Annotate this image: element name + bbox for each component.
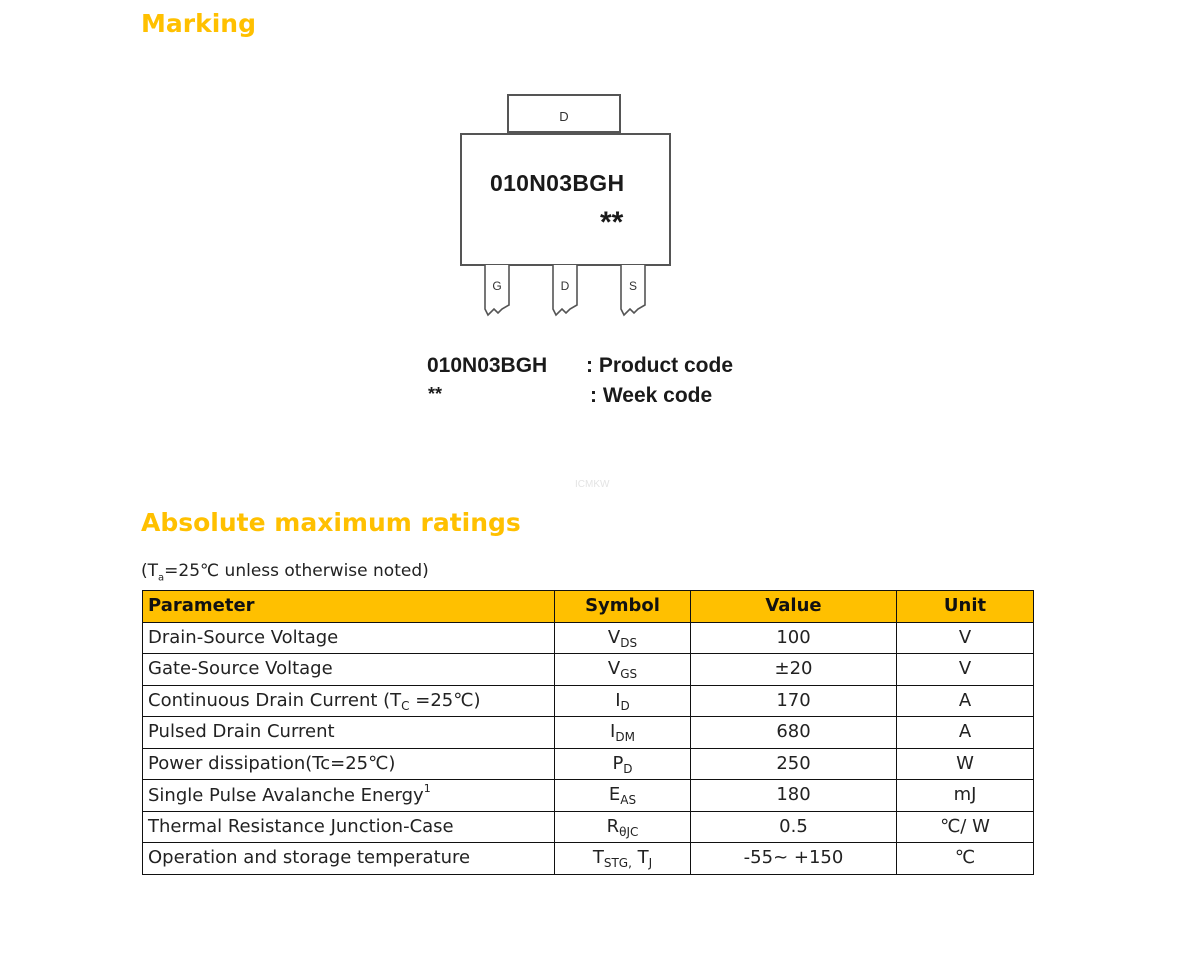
cell-parameter: Continuous Drain Current ($T_C$ =25℃) [143, 685, 555, 717]
table-row [143, 780, 1034, 812]
legend-week-code-key: ** [428, 384, 443, 404]
ratings-heading: Absolute maximum ratings [141, 508, 521, 537]
table-row [143, 811, 1034, 843]
cell-parameter: Single Pulse Avalanche Energy$^1$ [143, 780, 555, 812]
cell-value: -55~ +150 [691, 843, 897, 875]
table-row [143, 654, 1034, 686]
cell-parameter: Pulsed Drain Current [143, 717, 555, 749]
cell-symbol: $V_{DS}$ [555, 622, 691, 654]
package-product-code: 010N03BGH [490, 170, 625, 196]
cell-symbol: $I_{DM}$ [555, 717, 691, 749]
table-row [143, 622, 1034, 654]
cell-unit: ℃/ W [897, 811, 1034, 843]
cell-symbol: $R_{\theta JC}$ [555, 811, 691, 843]
pin-label-d: D [560, 279, 570, 293]
table-row [143, 843, 1034, 875]
cell-unit: mJ [897, 780, 1034, 812]
package-week-code: ** [600, 206, 624, 239]
table-header-row [143, 591, 1034, 623]
col-header-value: Value [691, 591, 897, 623]
cell-unit: V [897, 622, 1034, 654]
col-header-parameter: Parameter [143, 591, 555, 623]
legend-product-code-key: 010N03BGH [427, 354, 548, 377]
cell-symbol: $I_D$ [555, 685, 691, 717]
package-body [460, 133, 671, 266]
col-header-unit: Unit [897, 591, 1034, 623]
table-row [143, 685, 1034, 717]
cell-value: 170 [691, 685, 897, 717]
cell-value: 0.5 [691, 811, 897, 843]
watermark: ICMKW [575, 479, 610, 490]
marking-heading: Marking [141, 9, 256, 38]
cell-symbol: $P_D$ [555, 748, 691, 780]
footnote-marker: 1 [423, 782, 431, 796]
cell-symbol: $T_{STG,}$ $T_J$ [555, 843, 691, 875]
pin-drain [552, 265, 578, 317]
legend-week-code-desc: : Week code [590, 384, 713, 407]
cell-parameter: Gate-Source Voltage [143, 654, 555, 686]
table-row [143, 748, 1034, 780]
cell-value: 180 [691, 780, 897, 812]
cell-value: 250 [691, 748, 897, 780]
cell-unit: A [897, 717, 1034, 749]
table-row [143, 717, 1034, 749]
pin-label-g: G [492, 279, 502, 293]
cell-unit: A [897, 685, 1034, 717]
col-header-symbol: Symbol [555, 591, 691, 623]
cell-parameter: Drain-Source Voltage [143, 622, 555, 654]
pin-gate [484, 265, 510, 317]
pin-source [620, 265, 646, 317]
cell-symbol: $E_{AS}$ [555, 780, 691, 812]
cell-value: ±20 [691, 654, 897, 686]
cell-unit: ℃ [897, 843, 1034, 875]
ratings-table [142, 590, 1034, 875]
ratings-condition: ($T_a=25℃$ unless otherwise noted) [141, 561, 429, 584]
cell-unit: V [897, 654, 1034, 686]
cell-value: 680 [691, 717, 897, 749]
cell-value: 100 [691, 622, 897, 654]
cell-parameter: Power dissipation(Tc=25℃) [143, 748, 555, 780]
tab-label: D [559, 109, 569, 124]
cell-unit: W [897, 748, 1034, 780]
pin-label-s: S [628, 279, 637, 293]
cell-symbol: $V_{GS}$ [555, 654, 691, 686]
cell-parameter: Thermal Resistance Junction-Case [143, 811, 555, 843]
package-tab [507, 94, 621, 133]
legend-product-code-desc: : Product code [586, 354, 734, 377]
cell-parameter: Operation and storage temperature [143, 843, 555, 875]
